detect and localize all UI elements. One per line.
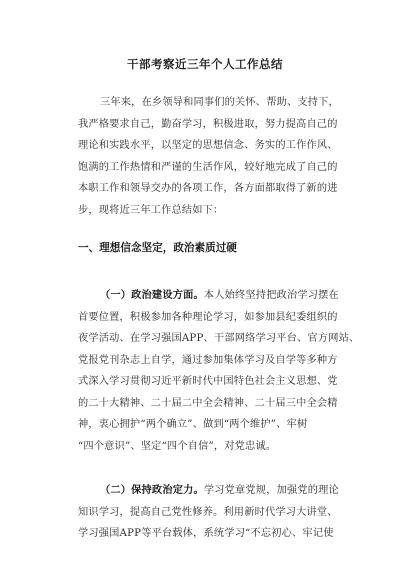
paragraph-line: 三年来，在乡领导和同事们的关怀、帮助、支持下， (100, 97, 339, 108)
paragraph-line (78, 285, 340, 307)
subsection-lead: （二）保持政治定力。 (100, 484, 204, 496)
intro-paragraph (78, 92, 340, 221)
document-title: 干部考察近三年个人工作总结 (127, 57, 283, 71)
paragraph-text: 学习党章党规，加强党的理论 (203, 485, 339, 496)
paragraph-line: 理论和实践水平，以坚定的思想信念、务实的工作作风、 (78, 140, 338, 151)
section-heading: 一、理想信念坚定，政治素质过硬 (78, 242, 237, 254)
paragraph-text: 本人始终坚持把政治学习摆在 (203, 290, 339, 301)
paragraph-line: 饱满的工作热情和严谨的生活作风，较好地完成了自己的 (78, 161, 338, 173)
paragraph-line: 我严格要求自己，勤奋学习，积极进取，努力提高自己的 (78, 118, 338, 130)
paragraph-line: 首要位置，积极参加各种理论学习，如参加县纪委组织的 (78, 311, 338, 323)
paragraph-line: 式深入学习贯彻习近平新时代中国特色社会主义思想、党 (78, 376, 338, 387)
paragraph-line: “四个意识”、坚定“四个自信”，对党忠诚。 (78, 440, 277, 452)
paragraph-line: 的二十大精神、二十届二中全会精神、二十届三中全会精 (78, 397, 338, 409)
paragraph-line: 党报党刊杂志上自学，通过参加集体学习及自学等多种方 (78, 354, 338, 366)
paragraph-line: 学习强国APP等平台载体，系统学习“不忘初心、牢记使 (78, 528, 334, 539)
subsection-lead: （一）政治建设方面。 (100, 289, 204, 301)
paragraph-line (78, 480, 340, 502)
paragraph-line: 本职工作和领导交办的各项工作，各方面都取得了新的进 (78, 183, 338, 194)
subsection-1-paragraph (78, 285, 360, 457)
paragraph-line: 知识学习，提高自己党性修养。利用新时代学习大讲堂、 (78, 506, 338, 518)
paragraph-line: 夜学活动、在学习强国APP、干部网络学习平台、官方网站、 (78, 333, 360, 344)
paragraph-line: 神，衷心拥护“两个确立”、做到“两个维护”、牢树 (78, 419, 308, 430)
subsection-2-paragraph (78, 480, 340, 545)
paragraph-line: 步，现将近三年工作总结如下： (78, 204, 224, 216)
